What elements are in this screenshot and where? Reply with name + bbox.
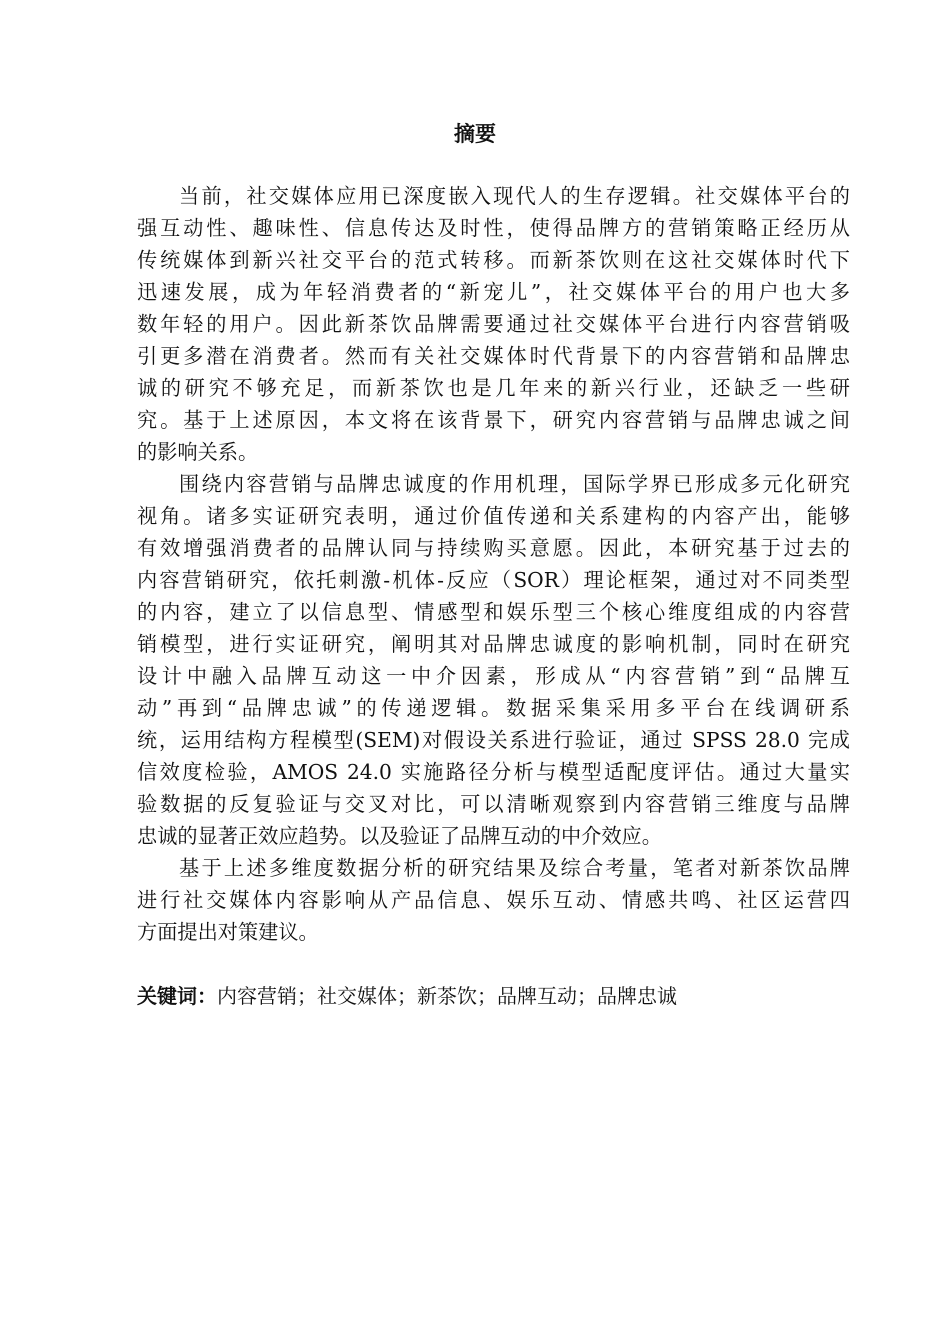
text-line: 迅速发展，成为年轻消费者的“新宠儿”，社交媒体平台的用户也大多 [137,280,850,304]
text-line: 进行社交媒体内容影响从产品信息、娱乐互动、情感共鸣、社区运营四 [137,888,850,912]
text-line: 围绕内容营销与品牌忠诚度的作用机理，国际学界已形成多元化研究 [179,472,850,496]
text-line: 有效增强消费者的品牌认同与持续购买意愿。因此，本研究基于过去的 [137,536,850,560]
text-line: 内容营销研究，依托刺激-机体-反应（SOR）理论框架，通过对不同类型 [137,568,850,592]
text-line: 的内容，建立了以信息型、情感型和娱乐型三个核心维度组成的内容营 [137,600,850,624]
text-line: 方面提出对策建议。 [137,920,319,944]
text-line: 传统媒体到新兴社交平台的范式转移。而新茶饮则在这社交媒体时代下 [137,248,850,272]
keywords-label: 关键词： [137,984,217,1008]
abstract-paragraph [137,180,850,468]
abstract-paragraph [137,468,850,852]
text-line: 统，运用结构方程模型(SEM)对假设关系进行验证，通过 SPSS 28.0 完成 [137,728,850,752]
text-line: 视角。诸多实证研究表明，通过价值传递和关系建构的内容产出，能够 [137,504,850,528]
text-line: 设计中融入品牌互动这一中介因素，形成从“内容营销”到“品牌互 [137,664,850,688]
text-line: 究。基于上述原因，本文将在该背景下，研究内容营销与品牌忠诚之间 [137,408,850,432]
keywords [137,980,677,1012]
text-line: 验数据的反复验证与交叉对比，可以清晰观察到内容营销三维度与品牌 [137,792,850,816]
text-line: 销模型，进行实证研究，阐明其对品牌忠诚度的影响机制，同时在研究 [137,632,850,656]
text-line: 动”再到“品牌忠诚”的传递逻辑。数据采集采用多平台在线调研系 [137,696,850,720]
text-line: 引更多潜在消费者。然而有关社交媒体时代背景下的内容营销和品牌忠 [137,344,850,368]
text-line: 忠诚的显著正效应趋势。以及验证了品牌互动的中介效应。 [137,824,662,848]
text-line: 当前，社交媒体应用已深度嵌入现代人的生存逻辑。社交媒体平台的 [179,184,850,208]
text-line: 数年轻的用户。因此新茶饮品牌需要通过社交媒体平台进行内容营销吸 [137,312,850,336]
keywords-value: 内容营销；社交媒体；新茶饮；品牌互动；品牌忠诚 [217,984,677,1008]
page-title: 摘要 [454,122,496,146]
abstract-body [137,180,850,948]
text-line: 诚的研究不够充足，而新茶饮也是几年来的新兴行业，还缺乏一些研 [137,376,850,400]
text-line: 的影响关系。 [137,440,259,464]
abstract-paragraph [137,852,850,948]
text-line: 基于上述多维度数据分析的研究结果及综合考量，笔者对新茶饮品牌 [179,856,850,880]
text-line: 信效度检验，AMOS 24.0 实施路径分析与模型适配度评估。通过大量实 [137,760,850,784]
text-line: 强互动性、趣味性、信息传达及时性，使得品牌方的营销策略正经历从 [137,216,850,240]
